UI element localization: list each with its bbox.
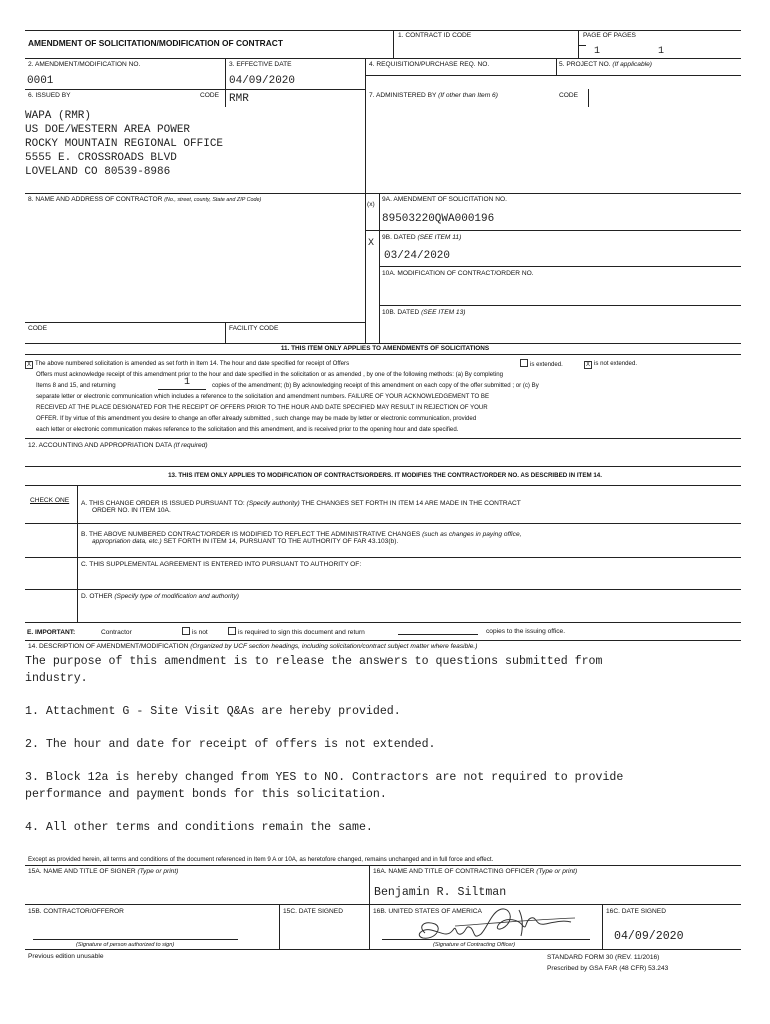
contractor-code-label: CODE: [28, 325, 48, 332]
modification-contract-label: 10A. MODIFICATION OF CONTRACT/ORDER NO.: [382, 270, 534, 277]
issuer-address-line: 5555 E. CROSSROADS BLVD: [25, 152, 177, 164]
option-d: D. OTHER (Specify type of modification and authority): [81, 593, 239, 600]
is-not-extended-checkbox[interactable]: X: [585, 362, 590, 368]
description-line: performance and payment bonds for this solicitation.: [25, 788, 387, 801]
check-one-label: CHECK ONE: [30, 497, 70, 504]
page-number: 1: [594, 46, 601, 57]
dated-9b-label: 9B. DATED (SEE ITEM 11): [382, 234, 462, 241]
is-extended-checkbox[interactable]: [520, 359, 528, 367]
signature-person-caption: (Signature of person authorized to sign): [76, 942, 175, 948]
option-a-line2: ORDER NO. IN ITEM 10A.: [92, 507, 171, 514]
block11-line4: separate letter or electronic communication which includes a reference to the solicitation and amendment numbers. FAILURE OF YOUR ACKNOWLEDGEMENT TO BE: [36, 393, 490, 400]
description-line: 1. Attachment G - Site Visit Q&As are hereby provided.: [25, 705, 401, 718]
administered-by-label: 7. ADMINISTERED BY (If other than Item 6): [369, 92, 498, 99]
effective-date-value: 04/09/2020: [229, 75, 296, 87]
option-a-line1: A. THIS CHANGE ORDER IS ISSUED PURSUANT TO: (Specify authority) THE CHANGES SET FORTH IN ITEM 14 ARE MADE IN THE CONTRACT: [81, 500, 521, 507]
block11-line3b: copies of the amendment; (b) By acknowledging receipt of this amendment on each copy of the offer submitted ; or (c) By: [212, 382, 539, 389]
block11-line3a: Items 8 and 15, and returning: [36, 382, 116, 389]
page-label: PAGE OF PAGES: [583, 32, 636, 39]
block11-line5: RECEIVED AT THE PLACE DESIGNATED FOR THE RECEIPT OF OFFERS PRIOR TO THE HOUR AND DATE SPECIFIED MAY RESULT IN REJECTION OF YOUR: [36, 404, 488, 411]
standard-form-id: STANDARD FORM 30 (REV. 11/2016): [547, 954, 660, 961]
officer-date-value: 04/09/2020: [614, 930, 684, 943]
issuer-address-line: ROCKY MOUNTAIN REGIONAL OFFICE: [25, 138, 224, 150]
option-b-line1: B. THE ABOVE NUMBERED CONTRACT/ORDER IS MODIFIED TO REFLECT THE ADMINISTRATIVE CHANGES (such as changes in paying office,: [81, 531, 522, 538]
issued-by-code-label: CODE: [200, 92, 220, 99]
section-13-heading: 13. THIS ITEM ONLY APPLIES TO MODIFICATION OF CONTRACTS/ORDERS. IT MODIFIES THE CONTRACT/ORDER NO. AS DESCRIBED IN ITEM 14.: [168, 472, 602, 479]
project-no-label: 5. PROJECT NO. (If applicable): [559, 61, 652, 68]
amendment-no-label: 2. AMENDMENT/MODIFICATION NO.: [28, 61, 141, 68]
issuer-address-line: LOVELAND CO 80539-8986: [25, 166, 171, 178]
signature-officer-caption: (Signature of Contracting Officer): [433, 942, 516, 948]
dated-10b-label: 10B. DATED (SEE ITEM 13): [382, 309, 466, 316]
description-line: 3. Block 12a is hereby changed from YES to NO. Contractors are not required to provide: [25, 771, 624, 784]
copies-to-label: copies to the issuing office.: [486, 628, 566, 635]
description-line: industry.: [25, 672, 88, 685]
issued-by-label: 6. ISSUED BY: [28, 92, 71, 99]
contractor-label: Contractor: [101, 629, 132, 636]
block11-line7: each letter or electronic communication makes reference to the solicitation and this amendment, and is received prior to the opening hour and date specified.: [36, 426, 459, 433]
page-count: 1: [658, 46, 665, 57]
important-label: E. IMPORTANT:: [27, 629, 76, 636]
block11-line6: OFFER. If by virtue of this amendment you desire to change an offer already submitted , such change may be made by letter or electronic communication, provided: [36, 415, 477, 422]
usa-label: 16B. UNITED STATES OF AMERICA: [373, 908, 482, 915]
description-line: 2. The hour and date for receipt of offers is not extended.: [25, 738, 436, 751]
contractor-address-label: 8. NAME AND ADDRESS OF CONTRACTOR (No., street, county, State and ZIP Code): [28, 196, 262, 203]
contract-id-label: 1. CONTRACT ID CODE: [398, 32, 472, 39]
block11-line1: X The above numbered solicitation is amended as set forth in Item 14. The hour and date specified for receipt of Offers: [26, 360, 350, 368]
extended-option: is extended.: [520, 359, 563, 371]
signer-name-label: 15A. NAME AND TITLE OF SIGNER (Type or print): [28, 868, 179, 875]
issued-by-code: RMR: [229, 93, 249, 105]
copies-count: 1: [184, 377, 191, 388]
contractor-offeror-label: 15B. CONTRACTOR/OFFEROR: [28, 908, 124, 915]
is-required-option: is required to sign this document and return: [228, 627, 365, 637]
is-required-checkbox[interactable]: [228, 627, 236, 635]
dated-9b-value: 03/24/2020: [384, 250, 451, 262]
officer-name-label: 16A. NAME AND TITLE OF CONTRACTING OFFICER (Type or print): [373, 868, 578, 875]
amended-checkbox[interactable]: X: [26, 362, 31, 368]
contractor-date-label: 15C. DATE SIGNED: [283, 908, 343, 915]
issuer-address-line: US DOE/WESTERN AREA POWER: [25, 124, 191, 136]
amendment-solicitation-value: 89503220QWA000196: [382, 213, 495, 225]
not-extended-option: X is not extended.: [585, 360, 638, 368]
requisition-label: 4. REQUISITION/PURCHASE REQ. NO.: [369, 61, 490, 68]
description-label: 14. DESCRIPTION OF AMENDMENT/MODIFICATION (Organized by UCF section headings, including solicitation/contract subject matter where feasible.): [28, 643, 478, 650]
section-11-heading: 11. THIS ITEM ONLY APPLIES TO AMENDMENTS OF SOLICITATIONS: [280, 345, 490, 352]
block11-line2: Offers must acknowledge receipt of this amendment prior to the hour and date specified in the solicitation or as amended , by one of the following methods: (a) By completing: [36, 371, 503, 378]
effective-date-label: 3. EFFECTIVE DATE: [229, 61, 292, 68]
form-title: AMENDMENT OF SOLICITATION/MODIFICATION OF CONTRACT: [28, 38, 283, 48]
is-not-option: is not: [182, 627, 208, 637]
x-column-label: (x): [367, 201, 375, 208]
accounting-label: 12. ACCOUNTING AND APPROPRIATION DATA (If required): [28, 442, 208, 449]
administered-by-code-label: CODE: [559, 92, 579, 99]
except-statement: Except as provided herein, all terms and conditions of the document referenced in Item 9 A or 10A, as heretofore changed, remains unchanged and in full force and effect.: [28, 856, 494, 863]
option-b-line2: appropriation data, etc.) SET FORTH IN ITEM 14, PURSUANT TO THE AUTHORITY OF FAR 43.103(b).: [92, 538, 399, 545]
option-c: C. THIS SUPPLEMENTAL AGREEMENT IS ENTERED INTO PURSUANT TO AUTHORITY OF:: [81, 561, 362, 568]
amendment-no-value: 0001: [27, 75, 54, 87]
description-line: 4. All other terms and conditions remain the same.: [25, 821, 373, 834]
facility-code-label: FACILITY CODE: [229, 325, 279, 332]
previous-edition-note: Previous edition unusable: [28, 953, 104, 960]
is-not-checkbox[interactable]: [182, 627, 190, 635]
description-line: The purpose of this amendment is to release the answers to questions submitted from: [25, 655, 603, 668]
officer-name-value: Benjamin R. Siltman: [374, 886, 507, 899]
dated-9b-mark: X: [368, 238, 375, 249]
issuer-address-line: WAPA (RMR): [25, 110, 92, 122]
prescribed-by: Prescribed by GSA FAR (48 CFR) 53.243: [547, 965, 669, 972]
amendment-solicitation-label: 9A. AMENDMENT OF SOLICITATION NO.: [382, 196, 507, 203]
officer-date-label: 16C. DATE SIGNED: [606, 908, 666, 915]
